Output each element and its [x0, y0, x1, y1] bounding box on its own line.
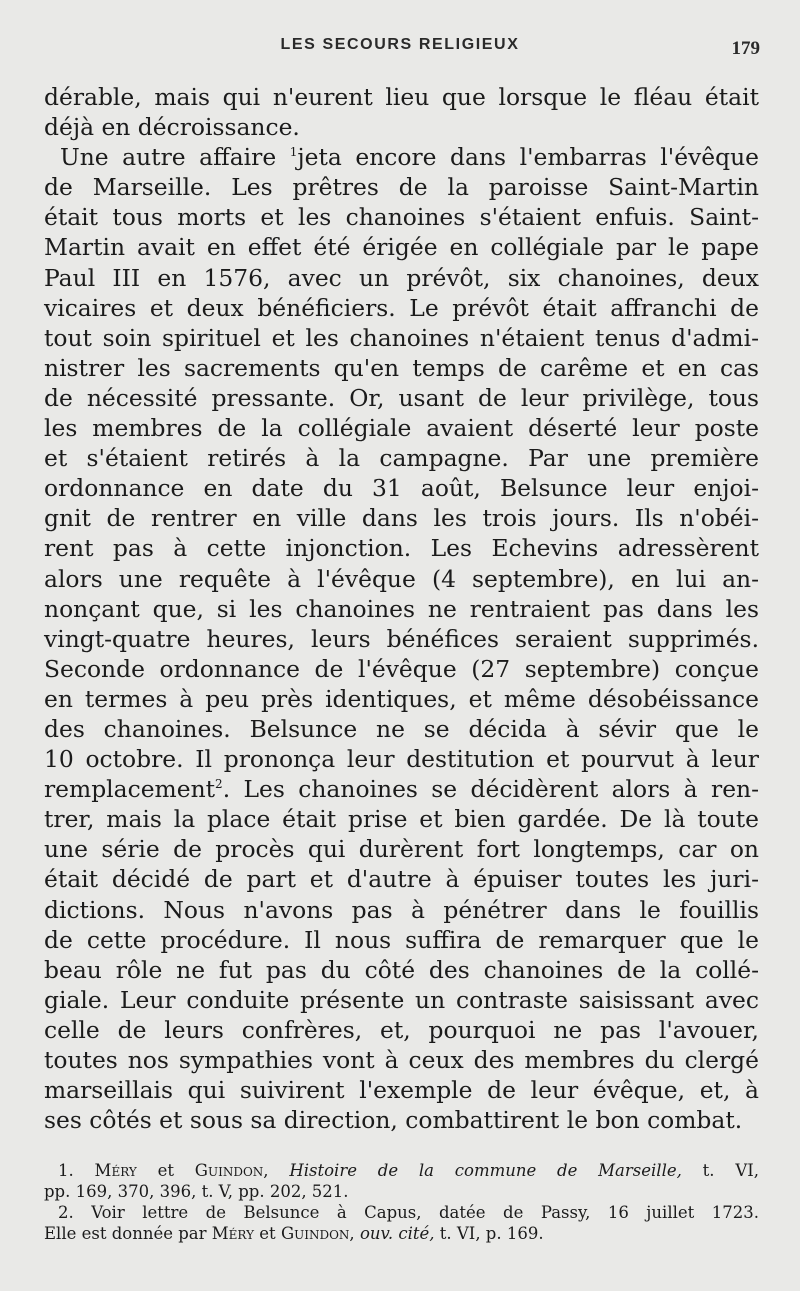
footnote-2-cont [44, 1223, 759, 1244]
work-ref: ouv. cité, [359, 1224, 435, 1243]
conjunction: et [259, 1224, 276, 1243]
text-line: nonçant que, si les chanoines ne rentraient pas dans les [44, 594, 759, 623]
text-line: les membres de la collégiale avaient déserté leur poste [44, 414, 759, 443]
text-line: nistrer les sacrements qu'en temps de carême et en cas [44, 353, 759, 382]
footnote-text: Elle est donnée par [44, 1224, 207, 1243]
body-text [44, 82, 759, 1135]
author: Guindon, [280, 1224, 355, 1243]
text-line-part: remplacement [44, 775, 216, 804]
text-line: déjà en décroissance. [44, 113, 300, 142]
text-line: celle de leurs confrères, et, pourquoi ne pas l'avouer, [44, 1015, 759, 1044]
text-line: vingt-quatre heures, leurs bénéfices seraient supprimés. [44, 624, 759, 653]
work-title: Histoire de la commune de Marseille, [289, 1161, 682, 1180]
footnote-ref: 1 [289, 145, 298, 160]
text-line: ordonnance en date du 31 août, Belsunce leur enjoi- [44, 474, 759, 503]
text-line: une série de procès qui durèrent fort longtemps, car on [44, 835, 759, 864]
text-line: 10 octobre. Il prononça leur destitution et pourvut à leur [44, 745, 759, 774]
text-line: et s'étaient retirés à la campagne. Par une première [44, 444, 759, 473]
footnote-label: 1. [58, 1161, 74, 1180]
footnotes [44, 1160, 759, 1244]
text-line: alors une requête à l'évêque (4 septembre), en lui an- [44, 564, 759, 593]
author: Méry [211, 1224, 255, 1243]
footnote-ref: 2 [215, 777, 223, 792]
text-line [44, 774, 759, 804]
running-head: LES SECOURS RELIGIEUX [280, 36, 520, 53]
text-line [44, 142, 759, 172]
text-line: était tous morts et les chanoines s'étaient enfuis. Saint- [44, 203, 759, 232]
text-line: Paul III en 1576, avec un prévôt, six chanoines, deux [44, 263, 759, 292]
text-line: était décidé de part et d'autre à épuiser toutes les juri- [44, 865, 759, 894]
footnote-1-cont: pp. 169, 370, 396, t. V, pp. 202, 521. [44, 1182, 349, 1201]
author: Méry [94, 1161, 137, 1180]
text-line: trer, mais la place était prise et bien gardée. De là toute [44, 805, 759, 834]
text-line: de cette procédure. Il nous suffira de remarquer que le [44, 925, 759, 954]
volume-ref: t. VI, [702, 1161, 759, 1180]
text-line: vicaires et deux bénéficiers. Le prévôt était affranchi de [44, 293, 759, 322]
conjunction: et [157, 1161, 174, 1180]
text-line-part: Une autre affaire [60, 143, 290, 172]
footnote-2: 2. Voir lettre de Belsunce à Capus, datée de Passy, 16 juillet 1723. [58, 1203, 759, 1222]
text-line: tout soin spirituel et les chanoines n'étaient tenus d'admi- [44, 323, 759, 352]
text-line: des chanoines. Belsunce ne se décida à sévir que le [44, 714, 759, 743]
text-line: giale. Leur conduite présente un contraste saisissant avec [44, 985, 759, 1014]
author: Guindon, [194, 1161, 269, 1180]
text-line: ses côtés et sous sa direction, combattirent le bon combat. [44, 1106, 743, 1135]
text-line-part: jeta encore dans l'embarras l'évêque [297, 143, 759, 172]
volume-ref: t. VI, p. 169. [439, 1224, 544, 1243]
page-header [0, 36, 800, 60]
text-line: dérable, mais qui n'eurent lieu que lorsque le fléau était [44, 83, 759, 111]
text-line: dictions. Nous n'avons pas à pénétrer dans le fouillis [44, 895, 759, 924]
text-line: Martin avait en effet été érigée en collégiale par le pape [44, 233, 759, 262]
text-line: marseillais qui suivirent l'exemple de leur évêque, et, à [44, 1076, 759, 1105]
text-line: en termes à peu près identiques, et même désobéissance [44, 684, 759, 713]
text-line: gnit de rentrer en ville dans les trois jours. Ils n'obéi- [44, 504, 759, 533]
text-line: rent pas à cette injonction. Les Echevins adressèrent [44, 534, 759, 563]
page-number: 179 [731, 38, 760, 59]
text-line: de Marseille. Les prêtres de la paroisse Saint-Martin [44, 173, 759, 202]
text-line: de nécessité pressante. Or, usant de leur privilège, tous [44, 383, 759, 412]
text-line-part: . Les chanoines se décidèrent alors à ren- [222, 775, 759, 804]
footnote-1 [44, 1160, 759, 1181]
text-line: toutes nos sympathies vont à ceux des membres du clergé [44, 1046, 759, 1074]
text-line: Seconde ordonnance de l'évêque (27 septembre) conçue [44, 654, 759, 683]
text-line: beau rôle ne fut pas du côté des chanoines de la collé- [44, 955, 759, 984]
